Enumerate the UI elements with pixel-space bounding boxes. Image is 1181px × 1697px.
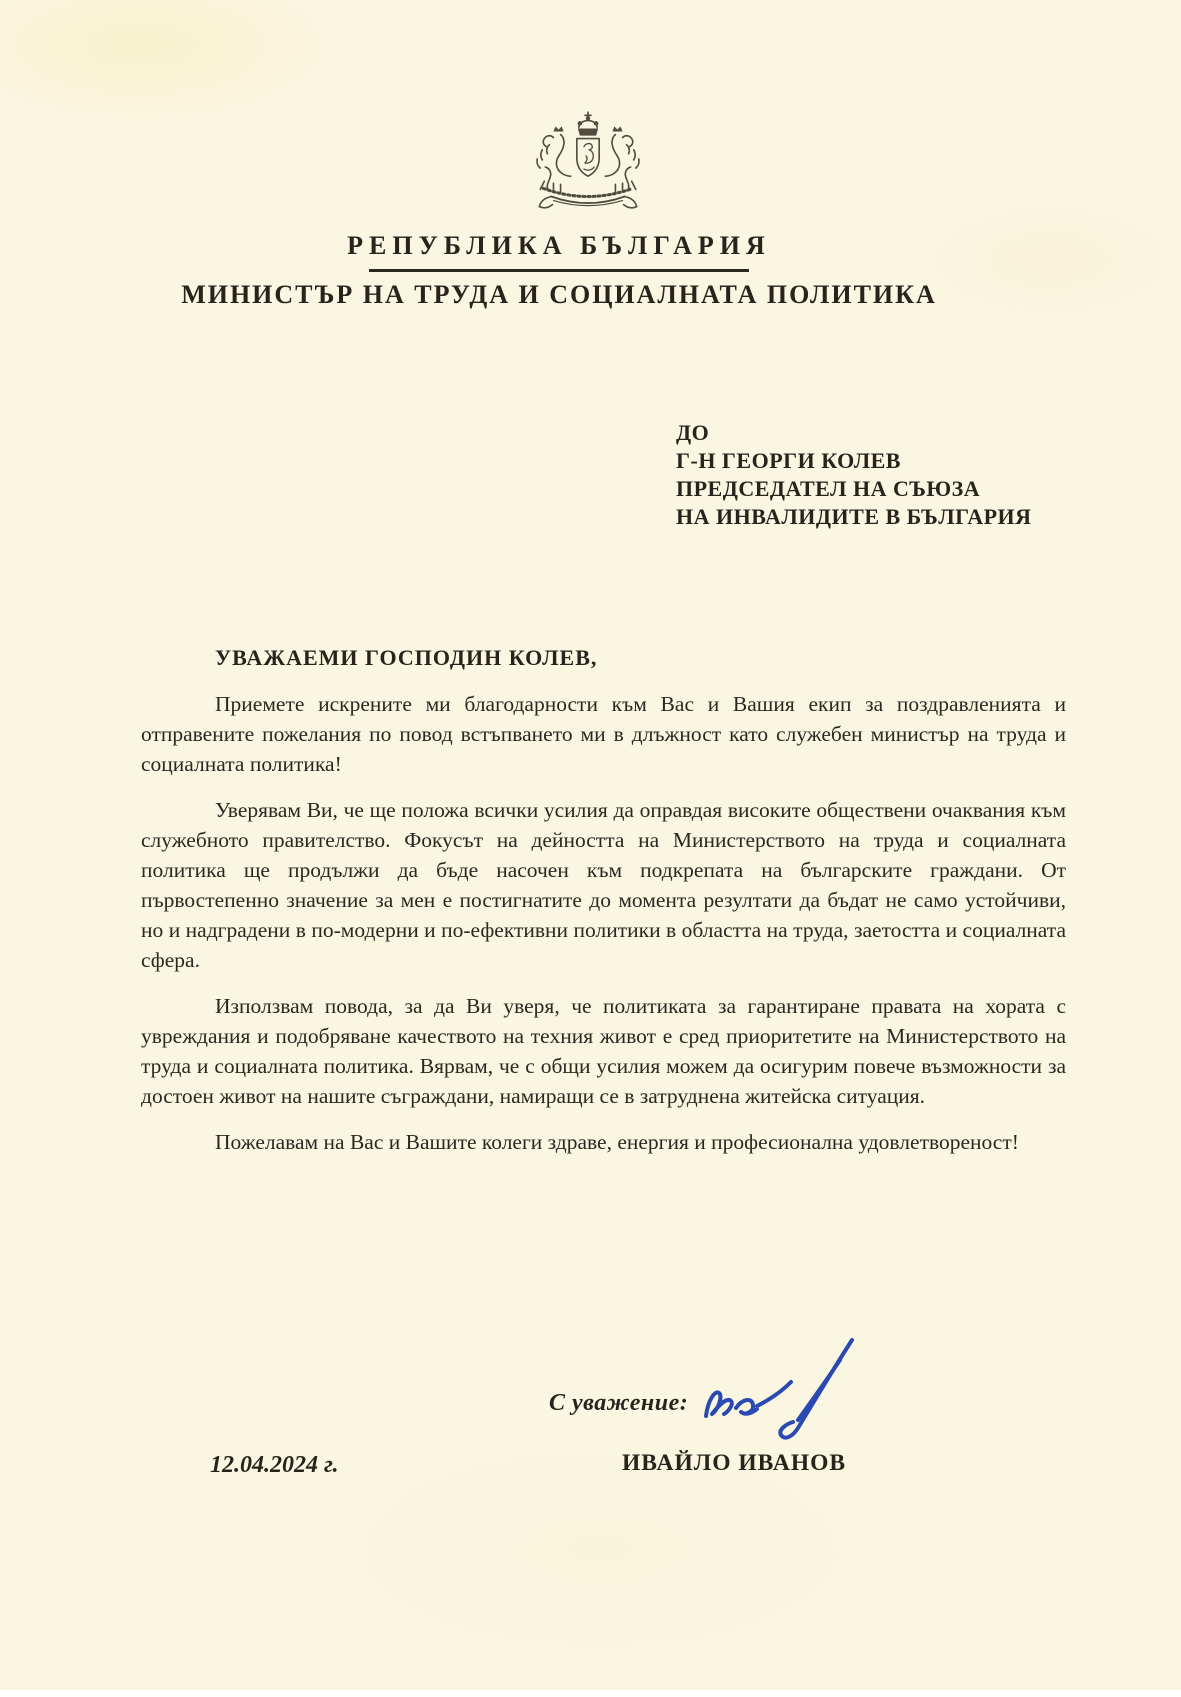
republic-title: РЕПУБЛИКА БЪЛГАРИЯ <box>347 231 771 260</box>
salutation: УВАЖАЕМИ ГОСПОДИН КОЛЕВ, <box>215 645 598 670</box>
handwritten-signature <box>694 1334 864 1449</box>
ministry-title: МИНИСТЪР НА ТРУДА И СОЦИАЛНАТА ПОЛИТИКА <box>181 280 937 309</box>
recipient-line-to: ДО <box>676 420 710 445</box>
recipient-line-title-1: ПРЕДСЕДАТЕЛ НА СЪЮЗА <box>676 476 981 501</box>
recipient-line-name: Г-Н ГЕОРГИ КОЛЕВ <box>676 448 901 473</box>
signatory-name: ИВАЙЛО ИВАНОВ <box>622 1450 847 1476</box>
scan-edge <box>0 1690 1181 1697</box>
closing-salutation: С уважение: <box>549 1390 689 1416</box>
recipient-line-title-2: НА ИНВАЛИДИТЕ В БЪЛГАРИЯ <box>676 504 1032 529</box>
recipient-block <box>676 419 1032 531</box>
body-paragraph-4: Пожелавам на Вас и Вашите колеги здраве, енергия и професионална удовлетвореност! <box>215 1130 1019 1154</box>
body-paragraph-2: Уверявам Ви, че ще положа всички усилия да оправдая високите обществени очаквания към служебното правителство. Фокусът на дейността на Министерството на труда и социалната политика ще продължи да бъде насочен към подкрепата на българските граждани. От първостепенно значение за мен е постигнатите до момента резултати да бъдат не само устойчиви, но и надградени в по-модерни и по-ефективни политики в областта на труда, заетостта и социалната сфера. <box>141 798 1066 972</box>
letter-body <box>141 643 1066 1157</box>
header-underline <box>369 269 749 272</box>
letter-date: 12.04.2024 г. <box>210 1452 339 1478</box>
bulgarian-coat-of-arms-icon <box>523 110 653 218</box>
body-paragraph-3: Използвам повода, за да Ви уверя, че политиката за гарантиране правата на хората с увреждания и подобряване качеството на техния живот е сред приоритетите на Министерството на труда и социалната политика. Вярвам, че с общи усилия можем да осигурим повече възможности за достоен живот на нашите съграждани, намиращи се в затруднена житейска ситуация. <box>141 994 1066 1108</box>
body-paragraph-1: Приемете искрените ми благодарности към Вас и Вашия екип за поздравленията и отправените пожелания по повод встъпването ми в длъжност като служебен министър на труда и социалната политика! <box>141 692 1066 776</box>
